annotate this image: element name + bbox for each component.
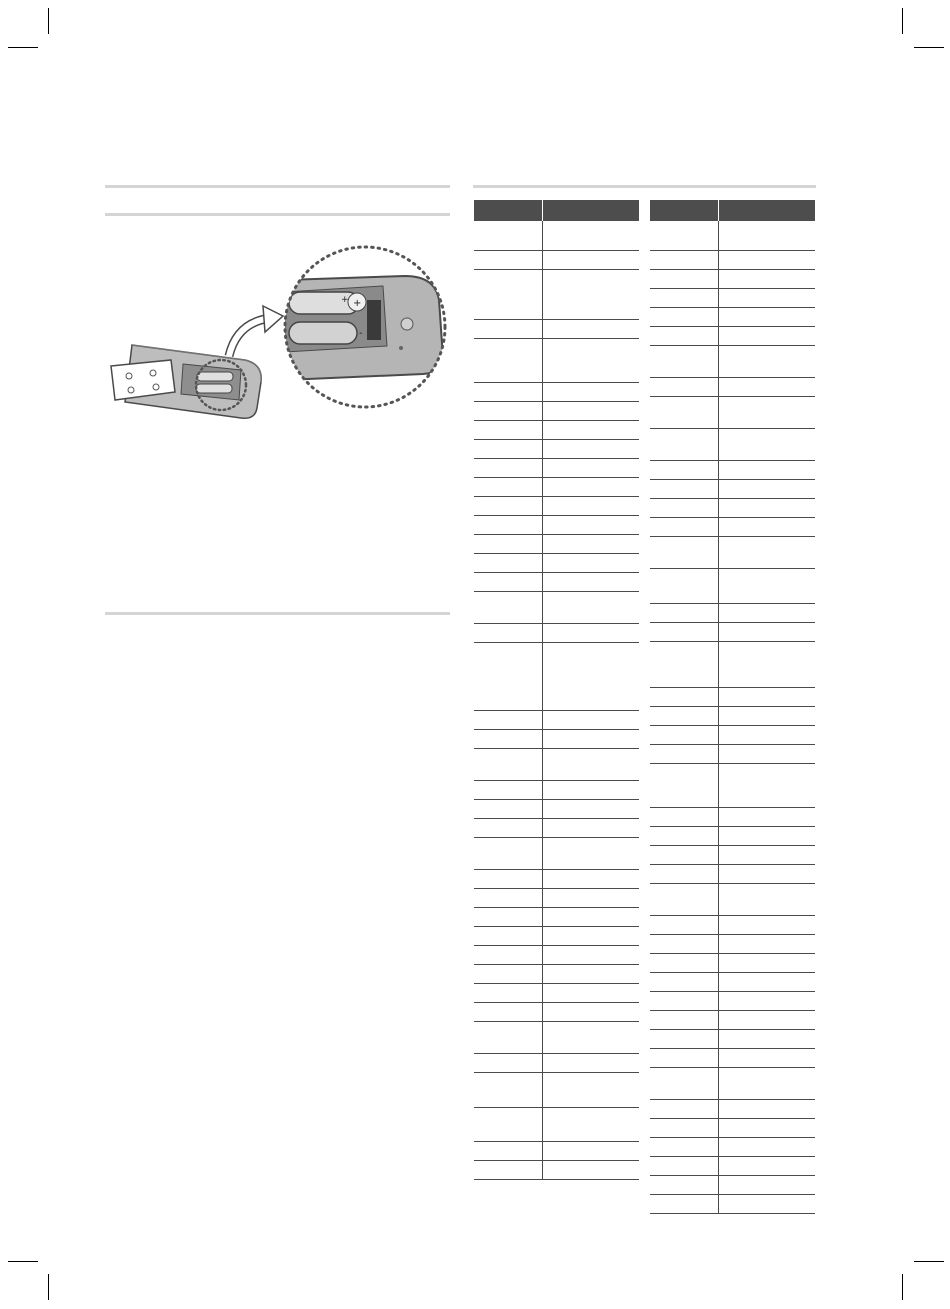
table-cell (650, 604, 719, 622)
table-row (474, 516, 639, 535)
table-cell (650, 429, 719, 460)
crop-mark (8, 1261, 38, 1262)
table-cell (719, 1030, 815, 1048)
table-row (650, 865, 815, 884)
table-cell (719, 1068, 815, 1099)
crop-mark (48, 8, 49, 34)
table-row (650, 221, 815, 251)
table-cell (474, 643, 543, 710)
table-cell (719, 992, 815, 1010)
table-row (474, 624, 639, 643)
table-cell (543, 516, 639, 534)
table-cell (719, 604, 815, 622)
table-row (474, 270, 639, 320)
table-cell (719, 1157, 815, 1175)
table-cell (543, 497, 639, 515)
table-cell (650, 270, 719, 288)
table-cell (719, 935, 815, 953)
table-cell (719, 397, 815, 428)
table-cell (719, 764, 815, 807)
table-cell (543, 535, 639, 553)
table-row (650, 992, 815, 1011)
table-cell (719, 916, 815, 934)
table-row (474, 1054, 639, 1073)
table-cell (543, 1022, 639, 1053)
table-row (650, 688, 815, 707)
table-cell (543, 730, 639, 748)
section-divider (473, 185, 816, 188)
table-row (474, 730, 639, 749)
table-cell (650, 992, 719, 1010)
section-divider (105, 612, 450, 615)
table-cell (719, 289, 815, 307)
table-row (650, 461, 815, 480)
table-cell (474, 730, 543, 748)
table-cell (650, 1157, 719, 1175)
crop-mark (48, 1274, 49, 1300)
table-cell (650, 1138, 719, 1156)
table-cell (650, 378, 719, 396)
table-row (474, 984, 639, 1003)
table-row (650, 518, 815, 537)
table-cell (543, 320, 639, 338)
table-cell (650, 569, 719, 603)
table-cell (719, 973, 815, 991)
table-row (474, 870, 639, 889)
crop-mark (8, 47, 38, 48)
table-row (474, 554, 639, 573)
table-cell (719, 1119, 815, 1137)
table-cell (719, 865, 815, 883)
table-cell (474, 339, 543, 382)
table-cell (543, 573, 639, 591)
table-row (650, 726, 815, 745)
table-row (474, 908, 639, 927)
table-cell (474, 592, 543, 623)
table-cell (719, 221, 815, 250)
code-table-left (474, 200, 639, 1180)
table-row (474, 573, 639, 592)
table-cell (650, 221, 719, 250)
table-row (650, 289, 815, 308)
table-cell (543, 908, 639, 926)
table-header (474, 200, 639, 221)
table-cell (650, 726, 719, 744)
table-cell (650, 499, 719, 517)
table-cell (650, 346, 719, 377)
table-cell (650, 1030, 719, 1048)
table-row (650, 1157, 815, 1176)
table-row (474, 478, 639, 497)
table-cell (543, 251, 639, 269)
table-cell (650, 251, 719, 269)
table-cell (543, 478, 639, 496)
table-row (474, 711, 639, 730)
table-cell (719, 327, 815, 345)
table-cell (719, 270, 815, 288)
table-cell (719, 499, 815, 517)
table-cell (474, 1161, 543, 1179)
table-cell (719, 1011, 815, 1029)
table-cell (650, 289, 719, 307)
table-row (650, 537, 815, 569)
table-cell (474, 1003, 543, 1021)
table-cell (650, 537, 719, 568)
crop-mark (902, 1274, 903, 1300)
table-row (474, 592, 639, 624)
table-row (650, 499, 815, 518)
table-row (474, 1003, 639, 1022)
remote-battery-drawing (105, 240, 455, 420)
table-cell (650, 827, 719, 845)
table-cell (650, 1011, 719, 1029)
table-cell (474, 573, 543, 591)
table-cell (543, 889, 639, 907)
table-cell (543, 870, 639, 888)
table-cell (650, 884, 719, 915)
table-cell (474, 927, 543, 945)
table-cell (650, 1195, 719, 1213)
table-row (474, 339, 639, 383)
table-row (474, 459, 639, 478)
code-table-right (650, 200, 815, 1214)
table-cell (474, 554, 543, 572)
table-body (650, 221, 815, 1214)
table-row (474, 497, 639, 516)
table-row (650, 569, 815, 604)
table-row (650, 623, 815, 642)
table-cell (543, 383, 639, 401)
table-cell (719, 726, 815, 744)
table-row (474, 251, 639, 270)
table-cell (474, 889, 543, 907)
table-cell (719, 688, 815, 706)
table-cell (474, 421, 543, 439)
table-row (650, 270, 815, 289)
table-cell (474, 946, 543, 964)
table-cell (650, 461, 719, 479)
table-cell (474, 908, 543, 926)
table-cell (650, 308, 719, 326)
table-row (474, 749, 639, 781)
table-row (474, 781, 639, 800)
table-cell (543, 1161, 639, 1179)
table-cell (650, 518, 719, 536)
table-cell (543, 819, 639, 837)
table-cell (650, 935, 719, 953)
header-cell (719, 200, 815, 221)
table-cell (474, 270, 543, 319)
table-cell (474, 1022, 543, 1053)
table-cell (719, 537, 815, 568)
table-header (650, 200, 815, 221)
table-cell (650, 745, 719, 763)
table-cell (719, 569, 815, 603)
table-row (474, 535, 639, 554)
header-cell (474, 200, 543, 221)
table-cell (650, 954, 719, 972)
table-cell (650, 707, 719, 725)
remote-battery-illustration (105, 240, 455, 420)
table-cell (719, 808, 815, 826)
table-row (650, 827, 815, 846)
table-cell (474, 320, 543, 338)
table-row (474, 927, 639, 946)
table-cell (650, 327, 719, 345)
table-row (474, 402, 639, 421)
table-cell (543, 1108, 639, 1141)
table-cell (650, 865, 719, 883)
table-cell (543, 270, 639, 319)
table-cell (719, 1195, 815, 1213)
table-row (650, 378, 815, 397)
table-cell (650, 623, 719, 641)
table-row (474, 383, 639, 402)
table-cell (474, 440, 543, 458)
table-row (650, 808, 815, 827)
table-cell (719, 1049, 815, 1067)
table-cell (474, 478, 543, 496)
table-cell (719, 954, 815, 972)
plus-mark: + (341, 295, 349, 305)
table-row (650, 346, 815, 378)
table-row (474, 1142, 639, 1161)
table-row (650, 327, 815, 346)
table-row (650, 1049, 815, 1068)
table-row (650, 397, 815, 429)
table-cell (543, 554, 639, 572)
table-cell (650, 1176, 719, 1194)
table-row (474, 1108, 639, 1142)
table-row (650, 916, 815, 935)
table-row (650, 764, 815, 808)
section-divider (105, 213, 450, 216)
crop-mark (914, 1261, 944, 1262)
table-row (474, 965, 639, 984)
table-cell (543, 984, 639, 1002)
table-cell (650, 846, 719, 864)
table-cell (474, 838, 543, 869)
table-row (650, 707, 815, 726)
table-cell (719, 429, 815, 460)
table-row (650, 973, 815, 992)
table-row (650, 1176, 815, 1195)
table-row (650, 1068, 815, 1100)
table-row (650, 429, 815, 461)
table-row (474, 1161, 639, 1180)
table-cell (650, 1049, 719, 1067)
table-row (650, 884, 815, 916)
table-cell (543, 440, 639, 458)
table-row (474, 819, 639, 838)
table-cell (474, 965, 543, 983)
table-row (650, 1030, 815, 1049)
table-row (474, 1073, 639, 1108)
table-cell (719, 707, 815, 725)
table-cell (719, 251, 815, 269)
table-row (474, 946, 639, 965)
table-cell (474, 1142, 543, 1160)
table-cell (543, 927, 639, 945)
table-cell (474, 1073, 543, 1107)
table-cell (474, 1108, 543, 1141)
table-cell (474, 749, 543, 780)
table-cell (650, 973, 719, 991)
table-cell (650, 642, 719, 687)
table-cell (650, 1068, 719, 1099)
table-row (650, 935, 815, 954)
table-cell (543, 1003, 639, 1021)
table-row (650, 642, 815, 688)
table-cell (474, 251, 543, 269)
table-row (474, 643, 639, 711)
table-cell (719, 378, 815, 396)
table-cell (543, 1142, 639, 1160)
table-row (650, 1138, 815, 1157)
table-cell (474, 984, 543, 1002)
table-row (650, 1119, 815, 1138)
table-cell (474, 383, 543, 401)
table-row (474, 440, 639, 459)
table-cell (543, 838, 639, 869)
table-cell (543, 711, 639, 729)
table-cell (719, 1176, 815, 1194)
table-cell (474, 711, 543, 729)
table-cell (474, 459, 543, 477)
table-cell (543, 221, 639, 250)
table-cell (543, 421, 639, 439)
table-cell (543, 643, 639, 710)
table-cell (650, 688, 719, 706)
table-cell (650, 764, 719, 807)
table-cell (474, 535, 543, 553)
table-cell (474, 221, 543, 250)
table-row (474, 1022, 639, 1054)
table-cell (719, 623, 815, 641)
table-cell (543, 402, 639, 420)
table-cell (719, 461, 815, 479)
table-row (474, 421, 639, 440)
table-cell (543, 1054, 639, 1072)
table-cell (719, 827, 815, 845)
table-cell (474, 819, 543, 837)
table-cell (650, 397, 719, 428)
table-cell (719, 884, 815, 915)
table-row (650, 1011, 815, 1030)
table-row (650, 604, 815, 623)
table-row (650, 1195, 815, 1214)
table-row (474, 221, 639, 251)
table-cell (543, 624, 639, 642)
crop-mark (914, 47, 944, 48)
table-cell (474, 516, 543, 534)
table-row (650, 251, 815, 270)
table-row (650, 846, 815, 865)
table-cell (474, 870, 543, 888)
table-row (650, 1100, 815, 1119)
table-cell (650, 480, 719, 498)
table-cell (543, 965, 639, 983)
plus-mark: + (353, 298, 362, 309)
table-row (474, 889, 639, 908)
table-cell (719, 1138, 815, 1156)
table-cell (650, 916, 719, 934)
table-row (474, 320, 639, 339)
table-cell (543, 946, 639, 964)
table-cell (474, 800, 543, 818)
table-cell (543, 749, 639, 780)
table-cell (474, 781, 543, 799)
section-divider (105, 185, 450, 188)
header-cell (650, 200, 719, 221)
crop-mark (902, 8, 903, 34)
table-cell (543, 592, 639, 623)
header-cell (543, 200, 639, 221)
table-row (474, 838, 639, 870)
table-cell (650, 808, 719, 826)
table-cell (719, 745, 815, 763)
table-row (650, 480, 815, 499)
table-cell (543, 459, 639, 477)
table-row (650, 745, 815, 764)
table-cell (719, 308, 815, 326)
table-body (474, 221, 639, 1180)
table-cell (719, 1100, 815, 1118)
table-cell (543, 800, 639, 818)
table-cell (719, 480, 815, 498)
table-cell (474, 624, 543, 642)
minus-mark: - (359, 328, 363, 339)
table-row (474, 800, 639, 819)
table-cell (650, 1119, 719, 1137)
table-cell (543, 781, 639, 799)
table-cell (474, 497, 543, 515)
table-row (650, 954, 815, 973)
table-cell (543, 1073, 639, 1107)
table-cell (474, 402, 543, 420)
table-cell (719, 518, 815, 536)
table-cell (543, 339, 639, 382)
table-cell (719, 346, 815, 377)
table-cell (650, 1100, 719, 1118)
table-row (650, 308, 815, 327)
table-cell (719, 846, 815, 864)
table-cell (474, 1054, 543, 1072)
table-cell (719, 642, 815, 687)
